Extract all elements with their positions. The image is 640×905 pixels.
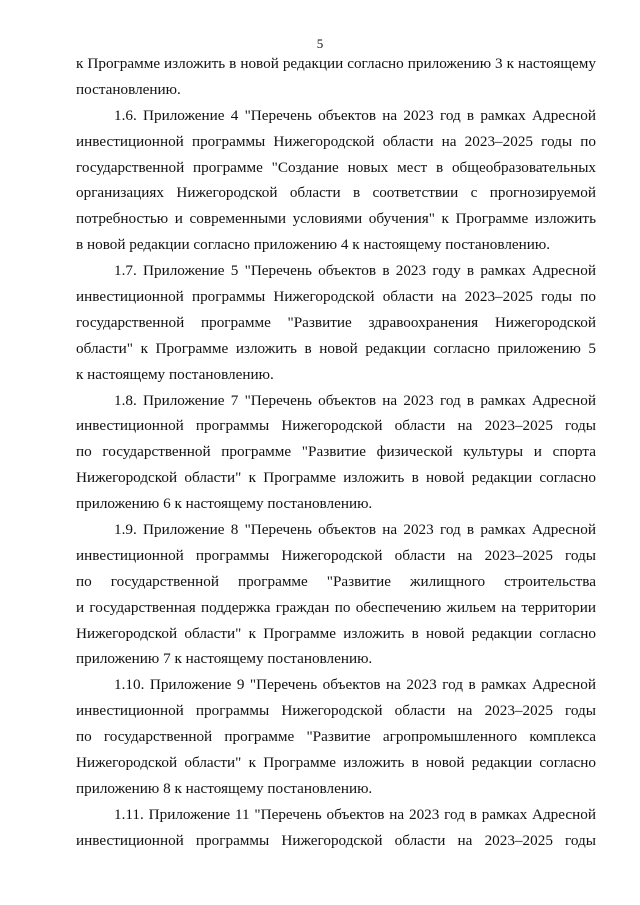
text-line: Нижегородской области" к Программе изложить в новой редакции согласно [76,469,596,487]
text-line: инвестиционной программы Нижегородской области на 2023–2025 годы [76,831,596,849]
text-line: и государственная поддержка граждан по обеспечению жильем на территории [76,598,596,616]
text-line: приложению 6 к настоящему постановлению. [76,495,373,513]
text-line: к Программе изложить в новой редакции согласно приложению 3 к настоящему [76,55,596,72]
text-line: постановлению. [76,80,181,98]
paragraph-1-10 [76,672,596,801]
paragraph-1-8 [76,388,596,517]
text-line: по государственной программе "Развитие жилищного строительства [76,572,596,590]
paragraph-1-6 [76,103,596,258]
paragraph-1-11 [76,802,596,854]
text-line: 1.7. Приложение 5 "Перечень объектов в 2023 году в рамках Адресной [114,262,596,280]
paragraph-continuation [76,51,596,103]
text-line: 1.8. Приложение 7 "Перечень объектов на 2023 год в рамках Адресной [114,391,596,409]
text-line: организациях Нижегородской области в соответствии с прогнозируемой [76,184,596,202]
page-number: 5 [316,36,324,51]
text-line: 1.6. Приложение 4 "Перечень объектов на 2023 год в рамках Адресной [114,106,596,124]
text-line: потребностью и современными условиями обучения" к Программе изложить [76,210,596,228]
text-line: инвестиционной программы Нижегородской области на 2023–2025 годы [76,417,596,435]
text-line: государственной программе "Развитие здравоохранения Нижегородской [76,313,596,331]
text-line: 1.11. Приложение 11 "Перечень объектов на 2023 год в рамках Адресной [114,805,596,823]
text-line: Нижегородской области" к Программе изложить в новой редакции согласно [76,754,596,772]
text-line: инвестиционной программы Нижегородской области на 2023–2025 годы по [76,288,596,306]
text-line: к настоящему постановлению. [76,365,274,383]
text-line: государственной программе "Создание новых мест в общеобразовательных [76,158,596,176]
document-body [76,51,596,854]
text-line: по государственной программе "Развитие физической культуры и спорта [76,443,596,461]
text-line: по государственной программе "Развитие агропромышленного комплекса [76,728,596,746]
paragraph-1-9 [76,517,596,672]
text-line: приложению 8 к настоящему постановлению. [76,779,373,797]
text-line: инвестиционной программы Нижегородской области на 2023–2025 годы по [76,132,596,150]
text-line: приложению 7 к настоящему постановлению. [76,650,373,668]
text-line: 1.10. Приложение 9 "Перечень объектов на 2023 год в рамках Адресной [114,676,596,694]
text-line: 1.9. Приложение 8 "Перечень объектов на 2023 год в рамках Адресной [114,521,596,539]
text-line: в новой редакции согласно приложению 4 к настоящему постановлению. [76,236,551,254]
paragraph-1-7 [76,258,596,387]
text-line: инвестиционной программы Нижегородской области на 2023–2025 годы [76,546,596,564]
text-line: области" к Программе изложить в новой редакции согласно приложению 5 [76,339,596,357]
text-line: Нижегородской области" к Программе изложить в новой редакции согласно [76,624,596,642]
text-line: инвестиционной программы Нижегородской области на 2023–2025 годы [76,702,596,720]
